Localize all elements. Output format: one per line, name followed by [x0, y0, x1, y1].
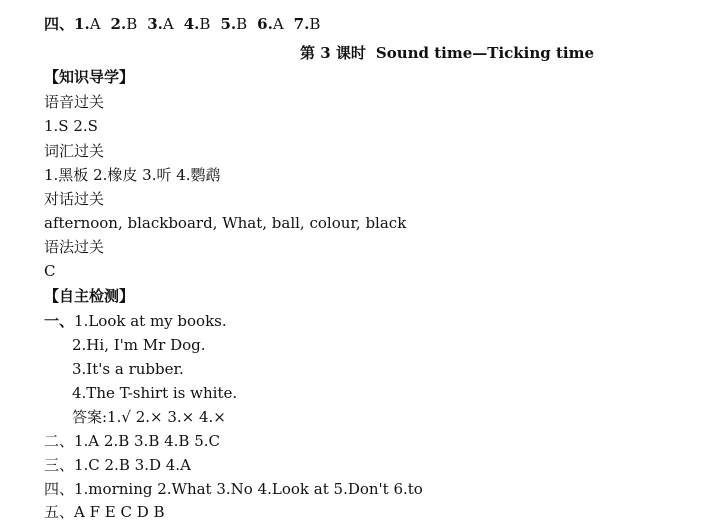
dialogue-label: 对话过关 — [44, 190, 105, 208]
dialogue-answer: afternoon, blackboard, What, ball, colour, black — [44, 214, 407, 232]
answer-value: A — [89, 15, 101, 33]
section-heading-self-check: 【自主检测】 — [44, 287, 135, 305]
vocab-answer: 1.黑板 2.橡皮 3.听 4.鹦鹉 — [44, 166, 221, 184]
lesson-subtitle: Sound time—Ticking time — [375, 44, 595, 62]
part1-sentence: 3.It's a rubber. — [72, 360, 184, 378]
answer-value: A — [162, 15, 174, 33]
part2-answers: 二、1.A 2.B 3.B 4.B 5.C — [44, 432, 221, 450]
top-answer-prefix: 四、 — [44, 15, 75, 33]
part1-sentence: 1.Look at my books. — [74, 312, 227, 330]
answer-value: B — [199, 15, 211, 33]
part5-answers: 五、A F E C D B — [44, 503, 165, 521]
part3-answers: 三、1.C 2.B 3.D 4.A — [44, 456, 191, 474]
section-heading-knowledge: 【知识导学】 — [44, 68, 135, 86]
answer-value: A — [272, 15, 284, 33]
part1-line-1 — [44, 311, 227, 331]
answer-value: B — [126, 15, 138, 33]
part1-answer-line: 答案:1.√ 2.× 3.× 4.× — [72, 408, 226, 426]
top-answer-line — [44, 14, 320, 34]
grammar-answer: C — [44, 262, 56, 280]
answer-num: 2. — [110, 15, 127, 33]
answer-num: 1. — [74, 15, 90, 33]
pronunciation-answer: 1.S 2.S — [44, 117, 98, 135]
answer-num: 7. — [293, 15, 310, 33]
vocab-label: 词汇过关 — [44, 142, 105, 160]
answer-num: 5. — [220, 15, 237, 33]
part1-sentence: 2.Hi, I'm Mr Dog. — [72, 336, 206, 354]
answer-value: B — [236, 15, 248, 33]
lesson-number: 第 3 课时 — [300, 44, 366, 62]
part1-prefix: 一、 — [44, 312, 75, 330]
answer-value: B — [309, 15, 321, 33]
lesson-title — [300, 43, 594, 63]
part1-sentence: 4.The T-shirt is white. — [72, 384, 238, 402]
grammar-label: 语法过关 — [44, 238, 105, 256]
pronunciation-label: 语音过关 — [44, 93, 105, 111]
answer-num: 4. — [183, 15, 200, 33]
part4-answers: 四、1.morning 2.What 3.No 4.Look at 5.Don't 6.to — [44, 480, 423, 498]
answer-num: 6. — [257, 15, 273, 33]
answer-num: 3. — [147, 15, 163, 33]
